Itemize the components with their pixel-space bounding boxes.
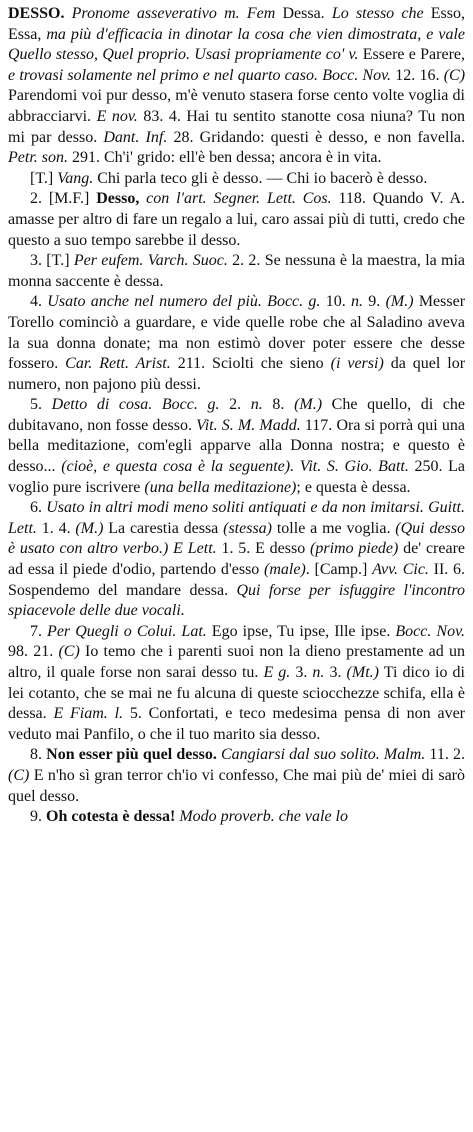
entry-text-segment: 118. Quando V. A. amasse per altro di fare un regalo a lui, caro assai più di tutti, credo che questo a suo tempo sarebbe il desso. (8, 190, 465, 249)
entry-text-segment: (M.) (75, 519, 104, 537)
entry-text-segment: e trovasi solamente nel primo e nel quarto caso. Bocc. Nov. (8, 66, 392, 84)
entry-text-segment: ma più d'efficacia in dinotar la cosa che vien dimostrata, e vale Quello stesso, Quel proprio. Usasi propriamente co' v. (8, 25, 465, 64)
entry-text-segment: Che quello, di che dubitavano, non fosse desso. (8, 396, 466, 434)
entry-text-segment: Usato in altri modi meno soliti antiquati e da non imitarsi. Guitt. Lett. (8, 499, 465, 537)
entry-text-segment: n. (312, 664, 325, 681)
entry-text-segment: 7. (30, 622, 48, 640)
entry-text-segment: 211. Sciolti che sieno (170, 355, 331, 373)
entry-text-segment: . [Camp.] (305, 561, 373, 579)
entry-text-segment: (cioè, e questa cosa è la seguente). Vit. S. Gio. Batt. (61, 458, 409, 476)
entry-text-segment: Non esser più quel desso. (46, 746, 217, 764)
entry-text-segment: Oh cotesta è dessa! (46, 808, 176, 826)
entry-text-segment: (C) (58, 643, 80, 661)
entry-paragraph (8, 807, 465, 828)
entry-text-segment: 1. 4. (36, 519, 76, 537)
entry-text-segment: 117. Ora si porrà qui una bella meditazione, com'egli apparve alla Donna nostra; e questo è desso... (8, 416, 466, 476)
entry-text-segment: E nov. (96, 107, 138, 125)
entry-paragraph (8, 622, 465, 746)
entry-text-segment: Desso, (96, 190, 140, 208)
entry-text-segment: 4. (30, 293, 48, 311)
entry-text-segment: 9. (30, 808, 46, 826)
entry-text-segment: Dessa. (282, 5, 325, 22)
entry-text-segment: 6. (30, 499, 47, 517)
entry-paragraph (8, 745, 465, 807)
entry-text-segment: (male) (264, 561, 306, 579)
entry-text-segment: (M.) (385, 293, 414, 311)
entry-text-segment: Lo stesso che (324, 5, 431, 22)
entry-text-segment: 2. 2. Se nessuna è la maestra, la mia monna saccente è dessa. (8, 252, 466, 290)
entry-text-segment: Esso, Essa, (8, 5, 465, 43)
entry-paragraph (8, 251, 465, 292)
entry-text-segment: de' creare ad essa il piede d'odio, partendo d'esso (8, 540, 466, 579)
entry-text-segment: Petr. son. (8, 149, 68, 167)
entry-text-segment: DESSO. (8, 5, 65, 22)
entry-text-segment: (una bella meditazione) (144, 478, 297, 496)
entry-text-segment: tolle a me voglia. (272, 519, 396, 537)
entry-text-segment: (i versi) (330, 355, 384, 373)
entry-text-segment: 3. [T.] (30, 252, 74, 270)
entry-text-segment: 11. 2. (425, 746, 466, 764)
entry-text-segment: Messer Torello cominciò a guardare, e vide quelle robe che al Saladino aveva la sua donna donate; ma non estimò dover poter essere che desse fossero. (8, 293, 466, 373)
entry-text-segment: 2. (219, 396, 251, 414)
entry-text-segment: Car. Rett. Arist. (65, 355, 171, 373)
entry-text-segment: 3. (324, 664, 347, 681)
entry-text-segment: 5. (30, 396, 52, 414)
entry-text-segment: Dant. Inf. (103, 128, 168, 146)
entry-text-segment: E Fiam. l. (53, 705, 124, 723)
entry-text-segment: Parendomi voi pur desso, m'è venuto stasera forse cento volte voglia di abbracciarvi. (8, 87, 465, 125)
entry-text-segment: E g. (263, 664, 291, 681)
entry-text-segment: (Qui desso è usato con altro verbo.) E Lett. (8, 519, 466, 558)
entry-text-segment: 28. Gridando: questi è desso, e non favella. (167, 128, 465, 146)
entry-text-segment: Vang. (57, 169, 94, 187)
entry-text-segment: 8. (262, 396, 295, 414)
entry-text-segment: 3. (290, 664, 313, 681)
entry-paragraph (8, 4, 465, 169)
entry-text-segment: Io temo che i parenti suoi non la dieno prestamente ad un altro, il quale forse non sarai desso tu. (8, 643, 466, 681)
entry-text-segment: E n'ho sì gran terror ch'io vi confesso, Che mai più de' miei di sarò quel desso. (8, 766, 465, 805)
entry-text-segment: [T.] (30, 169, 58, 187)
entry-text-segment: 291. Ch'i' grido: ell'è ben dessa; ancora è in vita. (68, 149, 382, 167)
entry-text-segment: 12. 16. (391, 66, 444, 84)
entry-paragraph (8, 292, 465, 395)
entry-text-segment: (primo piede) (310, 540, 399, 558)
entry-text-segment: 1. 5. E desso (216, 540, 311, 558)
entry-text-segment: Vit. S. M. Madd. (196, 416, 301, 434)
entry-text-segment: Essere e Parere, (362, 46, 466, 64)
entry-text-segment: Modo proverb. che vale lo (175, 808, 348, 826)
entry-text-segment: 8. (30, 746, 47, 764)
entry-text-segment: ; e questa è dessa. (296, 478, 411, 496)
entry-text-segment: Chi parla teco gli è desso. — Chi io bacerò è desso. (93, 169, 428, 187)
entry-text-segment: 9. (363, 293, 386, 311)
entry-paragraph (8, 169, 465, 190)
entry-text-segment: da quel lor numero, non pajono più dessi. (8, 355, 466, 393)
entry-text-segment: (C) (443, 66, 466, 84)
entry-text-segment: II. 6. Sospendemo del mandare dessa. (8, 561, 465, 599)
entry-text-segment: La carestia dessa (103, 519, 224, 537)
entry-text-segment: 98. 21. (8, 643, 59, 661)
entry-paragraph (8, 498, 465, 622)
entry-text-segment: Cangiarsi dal suo solito. Malm. (216, 746, 426, 764)
entry-paragraph (8, 395, 465, 498)
entry-text-segment: Pronome asseverativo m. Fem (64, 5, 283, 22)
entry-text-segment: con l'art. Segner. Lett. Cos. (139, 190, 332, 208)
entry-text-segment: n. (250, 396, 263, 414)
entry-text-segment: (stessa) (223, 519, 273, 537)
entry-text-segment: Usato anche nel numero del più. Bocc. g. (47, 293, 321, 311)
entry-text-segment: (Mt.) (346, 664, 379, 681)
entry-paragraph (8, 189, 465, 251)
entry-text-segment: 10. (320, 293, 351, 311)
entry-text-segment: 5. Confortati, e teco medesima pensa di non aver veduto mai Panfilo, o che il tuo marito sia desso. (8, 705, 465, 743)
entry-text-segment: Per eufem. Varch. Suoc. (73, 252, 228, 270)
entry-text-segment: Detto di cosa. Bocc. g. (51, 396, 220, 414)
entry-text-segment: Bocc. Nov. (395, 622, 465, 640)
entry-text-segment: Qui forse per isfuggire l'incontro spiacevole delle due vocali. (8, 581, 465, 620)
entry-text-segment: Avv. Cic. (372, 561, 429, 579)
entry-text-segment: 83. 4. Hai tu sentito stanotte cosa niuna? Tu non mi par desso. (8, 107, 465, 146)
entry-text-segment: Per Quegli o Colui. Lat. (47, 622, 207, 640)
entry-text-segment: Ti dico io di lei cotanto, che se mai ne fu alcuna di queste sciocchezze schifa, ella è dessa. (8, 664, 465, 723)
entry-text-segment: n. (351, 293, 363, 311)
entry-text-segment: 250. La voglio pure iscrivere (8, 458, 466, 496)
entry-text-segment: Ego ipse, Tu ipse, Ille ipse. (206, 622, 396, 640)
entry-text-segment: 2. [M.F.] (30, 190, 97, 208)
entry-text-segment: (C) (8, 766, 30, 784)
entry-text-segment: (M.) (294, 396, 323, 414)
